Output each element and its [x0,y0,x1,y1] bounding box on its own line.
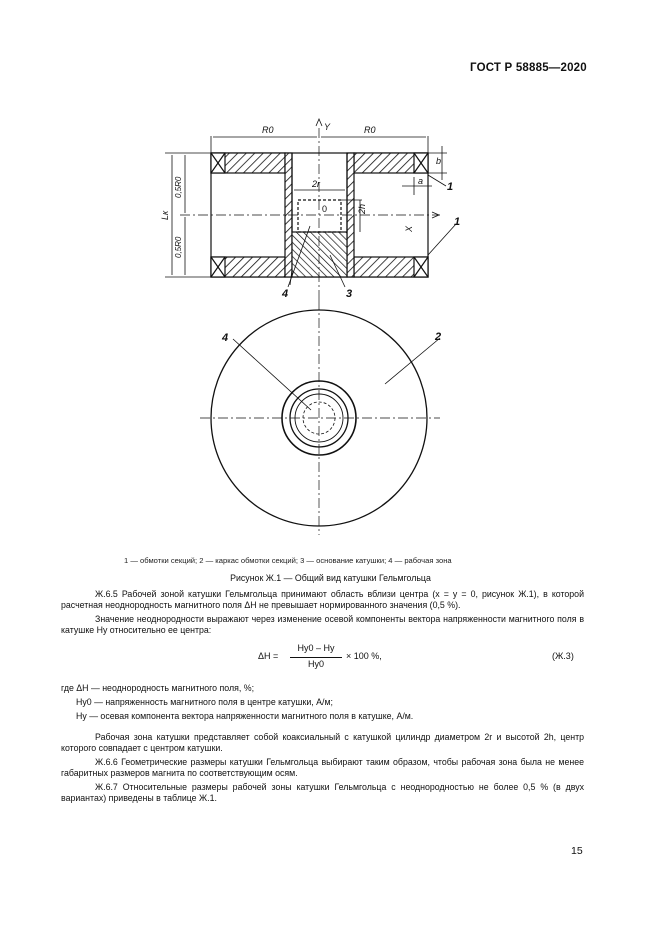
paragraph-working-zone: Рабочая зона катушки представляет собой коаксиальный с катушкой цилиндр диаметром 2r и высотой 2h, центр которого совпадает с центром катушки. [61,732,584,754]
label-b: b [436,156,442,166]
equation-number: (Ж.3) [552,651,574,661]
callout-2: 2 [435,331,442,343]
label-r0-right: R0 [364,125,376,135]
label-dim-upper: 0,5R0 [174,176,183,198]
callout-1b: 1 [454,216,461,228]
label-x-axis: X [404,225,414,232]
figure-caption: Рисунок Ж.1 — Общий вид катушки Гельмгольца [230,573,431,583]
label-r0-left: R0 [262,125,274,135]
definition-hy0: Hy0 — напряженность магнитного поля в центре катушки, А/м; [76,697,333,707]
label-a: a [418,176,424,186]
paragraph-zh-6-5: Ж.6.5 Рабочей зоной катушки Гельмгольца принимают область вблизи центра (x = y = 0, рисунок Ж.1), в которой расчетная неоднородность магнитного поля ΔH не превышает нормированного значения (0,5 %). [61,589,584,611]
paragraph-zh-6-6: Ж.6.6 Геометрические размеры катушки Гельмгольца выбирают таким образом, чтобы рабочая зона была не менее габаритных размеров магнита по соответствующим осям. [61,757,584,779]
formula-rhs: × 100 %, [346,651,382,661]
label-2h: 2h [357,203,367,214]
document-header-standard: ГОСТ Р 58885—2020 [470,62,587,74]
definition-intro: где ΔH — неоднородность магнитного поля, %; [61,683,255,693]
label-y-axis: Y [324,122,331,132]
paragraph-zh-6-7: Ж.6.7 Относительные размеры рабочей зоны катушки Гельмгольца с неоднородностью не более 0,5 % (в двух вариантах) приведены в таблице Ж.1. [61,782,584,804]
label-dim-lower: 0,5R0 [174,236,183,258]
paragraph-nonuniformity: Значение неоднородности выражают через изменение осевой компоненты вектора напряженности магнитного поля в катушке Hy относительно ее центра: [61,614,584,636]
callout-4-bottom: 4 [222,332,229,344]
label-lk: Lк [160,210,170,220]
figure-legend: 1 — обмотки секций; 2 — каркас обмотки секций; 3 — основание катушки; 4 — рабочая зона [124,556,452,565]
definition-hy: Hy — осевая компонента вектора напряженности магнитного поля в катушке, А/м. [76,711,414,721]
page-number: 15 [571,845,583,857]
formula-numerator: Hy0 – Hy [297,643,335,653]
label-origin: 0 [322,204,328,214]
label-2r: 2r [312,179,321,189]
callout-4-top: 4 [282,288,289,300]
fraction-bar [290,657,342,658]
callout-3: 3 [346,288,353,300]
callout-1a: 1 [447,181,454,193]
coil-plan-view [200,300,440,535]
formula-lhs: ΔH = [258,651,279,661]
formula-denominator: Hy0 [307,659,324,669]
